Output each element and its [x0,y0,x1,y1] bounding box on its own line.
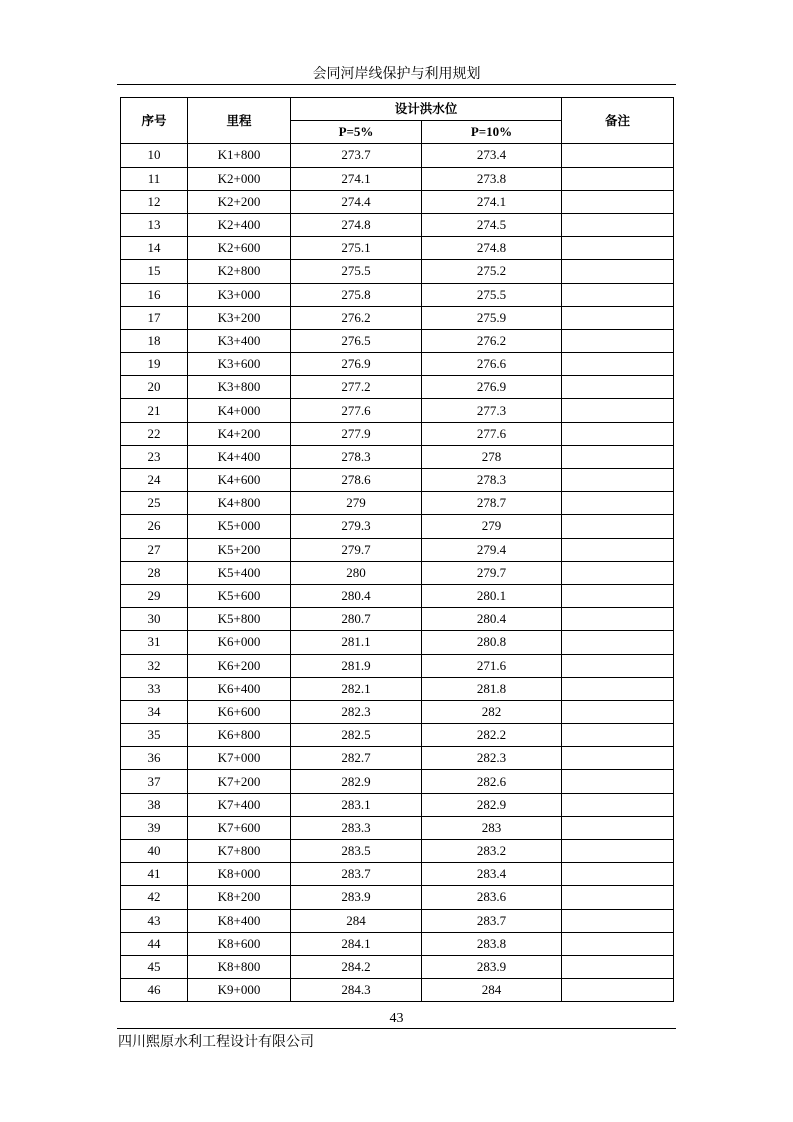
cell-index: 42 [121,886,188,909]
cell-mileage: K9+000 [188,979,291,1002]
cell-remark [562,237,674,260]
table-row [121,376,674,399]
cell-p5: 276.9 [291,353,422,376]
cell-mileage: K3+200 [188,306,291,329]
cell-p5: 279.3 [291,515,422,538]
cell-mileage: K2+200 [188,190,291,213]
cell-p10: 277.3 [422,399,562,422]
cell-p10: 283.2 [422,840,562,863]
table-row [121,863,674,886]
cell-index: 30 [121,608,188,631]
cell-index: 40 [121,840,188,863]
cell-mileage: K7+400 [188,793,291,816]
cell-remark [562,909,674,932]
cell-p5: 281.9 [291,654,422,677]
cell-mileage: K4+200 [188,422,291,445]
cell-remark [562,260,674,283]
cell-index: 41 [121,863,188,886]
cell-p5: 275.8 [291,283,422,306]
cell-index: 36 [121,747,188,770]
cell-p10: 283 [422,816,562,839]
cell-remark [562,213,674,236]
cell-remark [562,167,674,190]
table-body [121,144,674,1002]
cell-remark [562,955,674,978]
cell-mileage: K5+600 [188,584,291,607]
cell-index: 24 [121,469,188,492]
cell-p5: 284.1 [291,932,422,955]
cell-p10: 279.4 [422,538,562,561]
table-row [121,469,674,492]
table-row [121,584,674,607]
cell-mileage: K8+400 [188,909,291,932]
header-design-flood-level: 设计洪水位 [291,98,562,121]
table-row [121,445,674,468]
cell-p10: 278.7 [422,492,562,515]
cell-index: 44 [121,932,188,955]
cell-mileage: K2+000 [188,167,291,190]
table-row [121,237,674,260]
flood-level-table-container [120,97,674,1002]
cell-p10: 279.7 [422,561,562,584]
cell-p5: 273.7 [291,144,422,167]
cell-mileage: K4+000 [188,399,291,422]
table-header-row [121,98,674,121]
cell-index: 35 [121,724,188,747]
cell-index: 25 [121,492,188,515]
cell-index: 45 [121,955,188,978]
cell-remark [562,979,674,1002]
table-row [121,422,674,445]
table-row [121,677,674,700]
cell-remark [562,932,674,955]
cell-remark [562,608,674,631]
cell-p5: 274.1 [291,167,422,190]
cell-p10: 278.3 [422,469,562,492]
cell-p5: 278.6 [291,469,422,492]
cell-p5: 280.4 [291,584,422,607]
cell-remark [562,724,674,747]
cell-p10: 283.4 [422,863,562,886]
cell-remark [562,677,674,700]
cell-remark [562,492,674,515]
cell-index: 27 [121,538,188,561]
page-header-title: 会同河岸线保护与利用规划 [312,66,481,82]
cell-mileage: K4+600 [188,469,291,492]
cell-index: 23 [121,445,188,468]
cell-mileage: K7+600 [188,816,291,839]
cell-remark [562,654,674,677]
cell-p10: 278 [422,445,562,468]
cell-p10: 274.5 [422,213,562,236]
cell-p5: 275.1 [291,237,422,260]
cell-index: 15 [121,260,188,283]
cell-p5: 274.8 [291,213,422,236]
cell-remark [562,353,674,376]
cell-p10: 274.8 [422,237,562,260]
cell-p5: 284.3 [291,979,422,1002]
cell-remark [562,700,674,723]
table-row [121,932,674,955]
cell-remark [562,886,674,909]
table-row [121,793,674,816]
table-row [121,144,674,167]
cell-mileage: K6+400 [188,677,291,700]
cell-index: 19 [121,353,188,376]
cell-p10: 280.8 [422,631,562,654]
header-divider [117,84,676,85]
cell-p5: 279 [291,492,422,515]
cell-p10: 282.6 [422,770,562,793]
cell-remark [562,190,674,213]
cell-remark [562,561,674,584]
cell-index: 11 [121,167,188,190]
cell-mileage: K3+400 [188,329,291,352]
cell-p10: 275.2 [422,260,562,283]
cell-mileage: K4+400 [188,445,291,468]
cell-p10: 282.3 [422,747,562,770]
header-p5: P=5% [291,121,422,144]
cell-index: 29 [121,584,188,607]
cell-remark [562,770,674,793]
cell-p5: 274.4 [291,190,422,213]
cell-p5: 278.3 [291,445,422,468]
cell-remark [562,445,674,468]
cell-p10: 282.9 [422,793,562,816]
cell-mileage: K8+800 [188,955,291,978]
cell-p5: 283.9 [291,886,422,909]
cell-p10: 276.2 [422,329,562,352]
cell-p10: 282.2 [422,724,562,747]
cell-p5: 282.3 [291,700,422,723]
cell-mileage: K8+600 [188,932,291,955]
flood-level-table [120,97,674,1002]
cell-mileage: K8+200 [188,886,291,909]
cell-p5: 281.1 [291,631,422,654]
cell-remark [562,283,674,306]
cell-p10: 271.6 [422,654,562,677]
cell-p10: 283.9 [422,955,562,978]
table-row [121,399,674,422]
cell-index: 31 [121,631,188,654]
cell-index: 18 [121,329,188,352]
cell-p5: 283.1 [291,793,422,816]
cell-index: 17 [121,306,188,329]
cell-p10: 280.4 [422,608,562,631]
cell-remark [562,840,674,863]
cell-remark [562,144,674,167]
cell-p10: 273.4 [422,144,562,167]
cell-index: 38 [121,793,188,816]
cell-p10: 280.1 [422,584,562,607]
table-row [121,260,674,283]
cell-index: 37 [121,770,188,793]
cell-p5: 280 [291,561,422,584]
table-row [121,770,674,793]
table-row [121,816,674,839]
header-mileage: 里程 [188,98,291,144]
table-row [121,213,674,236]
cell-index: 32 [121,654,188,677]
cell-p10: 283.6 [422,886,562,909]
cell-index: 26 [121,515,188,538]
table-row [121,561,674,584]
cell-mileage: K5+200 [188,538,291,561]
cell-index: 20 [121,376,188,399]
table-row [121,492,674,515]
cell-p5: 284.2 [291,955,422,978]
cell-p10: 277.6 [422,422,562,445]
table-row [121,654,674,677]
cell-index: 13 [121,213,188,236]
cell-p10: 279 [422,515,562,538]
cell-mileage: K2+800 [188,260,291,283]
table-row [121,167,674,190]
table-row [121,886,674,909]
cell-remark [562,631,674,654]
table-row [121,955,674,978]
cell-index: 33 [121,677,188,700]
table-row [121,306,674,329]
cell-p5: 282.1 [291,677,422,700]
cell-mileage: K6+200 [188,654,291,677]
table-row [121,353,674,376]
cell-index: 14 [121,237,188,260]
cell-index: 12 [121,190,188,213]
cell-p10: 275.5 [422,283,562,306]
table-row [121,979,674,1002]
cell-p5: 277.9 [291,422,422,445]
cell-p10: 275.9 [422,306,562,329]
cell-p5: 284 [291,909,422,932]
cell-index: 10 [121,144,188,167]
cell-mileage: K7+800 [188,840,291,863]
table-row [121,515,674,538]
cell-mileage: K7+000 [188,747,291,770]
cell-mileage: K4+800 [188,492,291,515]
cell-p5: 282.5 [291,724,422,747]
cell-p5: 277.2 [291,376,422,399]
cell-p5: 280.7 [291,608,422,631]
cell-remark [562,538,674,561]
cell-index: 43 [121,909,188,932]
cell-p5: 276.2 [291,306,422,329]
cell-remark [562,747,674,770]
cell-remark [562,469,674,492]
table-row [121,190,674,213]
header-remarks: 备注 [562,98,674,144]
cell-mileage: K6+000 [188,631,291,654]
cell-p10: 281.8 [422,677,562,700]
cell-mileage: K6+800 [188,724,291,747]
table-row [121,724,674,747]
footer-divider [117,1028,676,1029]
cell-mileage: K5+400 [188,561,291,584]
table-row [121,747,674,770]
cell-p5: 283.3 [291,816,422,839]
cell-index: 21 [121,399,188,422]
cell-remark [562,793,674,816]
table-row [121,538,674,561]
table-row [121,909,674,932]
cell-p5: 279.7 [291,538,422,561]
cell-p10: 283.7 [422,909,562,932]
table-row [121,700,674,723]
footer-company-name: 四川熙原水利工程设计有限公司 [118,1034,314,1050]
cell-index: 22 [121,422,188,445]
cell-p5: 283.5 [291,840,422,863]
cell-p10: 283.8 [422,932,562,955]
cell-index: 46 [121,979,188,1002]
cell-remark [562,816,674,839]
cell-p5: 282.9 [291,770,422,793]
cell-p5: 276.5 [291,329,422,352]
cell-mileage: K3+800 [188,376,291,399]
cell-p10: 276.9 [422,376,562,399]
cell-mileage: K6+600 [188,700,291,723]
cell-remark [562,422,674,445]
table-row [121,329,674,352]
cell-remark [562,399,674,422]
cell-mileage: K5+800 [188,608,291,631]
cell-remark [562,376,674,399]
cell-mileage: K1+800 [188,144,291,167]
cell-p10: 273.8 [422,167,562,190]
cell-p10: 274.1 [422,190,562,213]
cell-p5: 282.7 [291,747,422,770]
cell-p5: 283.7 [291,863,422,886]
cell-p5: 275.5 [291,260,422,283]
cell-mileage: K8+000 [188,863,291,886]
table-row [121,608,674,631]
cell-remark [562,515,674,538]
cell-mileage: K2+400 [188,213,291,236]
cell-remark [562,306,674,329]
header-p10: P=10% [422,121,562,144]
cell-mileage: K3+600 [188,353,291,376]
table-row [121,631,674,654]
cell-mileage: K2+600 [188,237,291,260]
cell-index: 34 [121,700,188,723]
cell-remark [562,863,674,886]
cell-index: 28 [121,561,188,584]
cell-mileage: K7+200 [188,770,291,793]
cell-index: 39 [121,816,188,839]
cell-mileage: K5+000 [188,515,291,538]
cell-p10: 282 [422,700,562,723]
table-row [121,283,674,306]
cell-p5: 277.6 [291,399,422,422]
cell-remark [562,584,674,607]
cell-remark [562,329,674,352]
page-number: 43 [389,1011,404,1026]
cell-p10: 284 [422,979,562,1002]
header-index: 序号 [121,98,188,144]
cell-p10: 276.6 [422,353,562,376]
cell-mileage: K3+000 [188,283,291,306]
cell-index: 16 [121,283,188,306]
table-row [121,840,674,863]
